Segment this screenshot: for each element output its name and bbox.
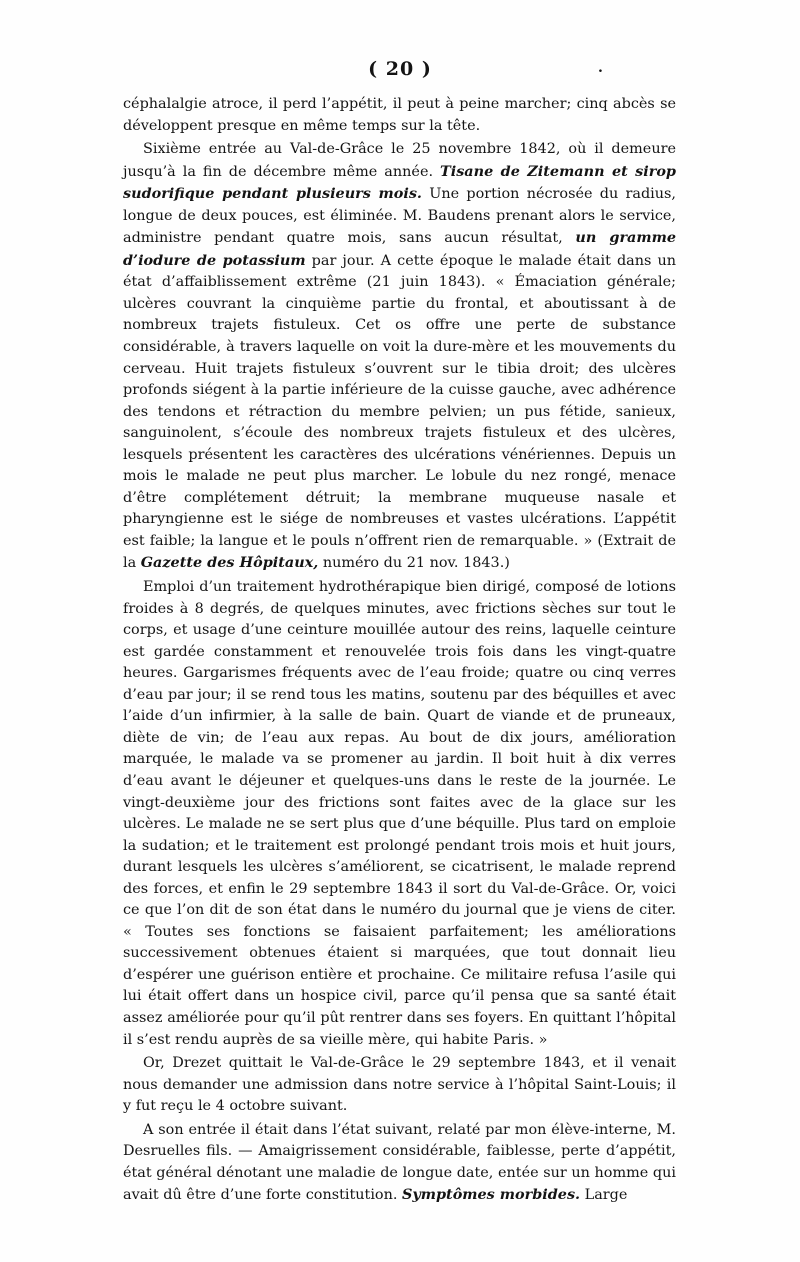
paragraph: [123, 1120, 676, 1207]
emphasis-text: Tisane de Zitemann et sirop sudorifique pendant plusieurs mois.: [123, 162, 676, 203]
page-number: ( 20 ): [368, 58, 432, 80]
paragraph: [123, 139, 676, 575]
text-run: Une portion nécrosée du radius, longue de deux pouces, est éliminée. M. Baudens prenant alors le service, administre pendant quatre mois, sans aucun résultat,: [123, 186, 676, 247]
emphasis-text: un gramme d’iodure de potassium: [123, 229, 676, 269]
text-run: Sixième entrée au Val-de-Grâce le 25 novembre 1842, où il demeure jusqu’à la fin de décembre même année.: [123, 141, 676, 180]
text-run: Emploi d’un traitement hydrothérapique bien dirigé, composé de lotions froides à 8 degrés, de quelques minutes, avec frictions sèches sur tout le corps, et usage d’une ceinture mouillée autour des reins, laquelle ceinture est gardée constamment et renouvelée trois fois dans les vingt-quatre heures. Gargarismes fréquents avec de l’eau froide; quatre ou cinq verres d’eau par jour; il se rend tous les matins, soutenu par des béquilles et avec l’aide d’un infirmier, à la salle de bain. Quart de viande et de pruneaux, diète de vin; de l’eau aux repas. Au bout de dix jours, amélioration marquée, le malade va se promener au jardin. Il boit huit à dix verres d’eau avant le déjeuner et quelques-uns dans le reste de la journée. Le vingt-deuxième jour des frictions sont faites avec de la glace sur les ulcères. Le malade ne se sert plus que d’une béquille. Plus tard on emploie la sudation; et le traitement est prolongé pendant trois mois et huit jours, durant lesquels les ulcères s’améliorent, se cicatrisent, le malade reprend des forces, et enfin le 29 septembre 1843 il sort du Val-de-Grâce. Or, voici ce que l’on dit de son état dans le numéro du journal que je viens de citer. « Toutes ses fonctions se faisaient parfaitement; les améliorations successivement obtenues étaient si marquées, que tout donnait lieu d’espérer une guérison entière et prochaine. Ce militaire refusa l’asile qui lui était offert dans un hospice civil, parce qu’il pensa que sa santé était assez améliorée pour qu’il pût rentrer dans ses foyers. En quittant l’hôpital il s’est rendu auprès de sa vieille mère, qui habite Paris. »: [123, 579, 676, 1048]
paragraph: [123, 577, 676, 1051]
text-run: A son entrée il était dans l’état suivant, relaté par mon élève-interne, M. Desruelles fils. — Amaigrissement considérable, faiblesse, perte d’appétit, état général dénotant une maladie de longue date, entée sur un homme qui avait dû être d’une forte constitution.: [123, 1121, 676, 1204]
paragraph: [123, 94, 676, 137]
emphasis-text: Symptômes morbides.: [402, 1186, 581, 1204]
print-mark: .: [598, 60, 603, 76]
text-run: numéro du 21 nov. 1843.): [318, 555, 510, 572]
text-run: Large: [580, 1187, 628, 1204]
text-run: céphalalgie atroce, il perd l’appétit, il peut à peine marcher; cinq abcès se développent presque en même temps sur la tête.: [123, 96, 676, 134]
text-run: par jour. A cette époque le malade était dans un état d’affaiblissement extrême (21 juin 1843). « Émaciation générale; ulcères couvrant la cinquième partie du frontal, et aboutissant à de nombreux trajets fistuleux. Cet os offre une perte de substance considérable, à travers laquelle on voit la dure-mère et les mouvements du cerveau. Huit trajets fistuleux s’ouvrent sur le tibia droit; des ulcères profonds siégent à la partie inférieure de la cuisse gauche, avec adhérence des tendons et rétraction du membre pelvien; un pus fétide, sanieux, sanguinolent, s’écoule des nombreux trajets fistuleux et des ulcères, lesquels présentent les caractères des ulcérations vénériennes. Depuis un mois le malade ne peut plus marcher. Le lobule du nez rongé, menace d’être complétement détruit; la membrane muqueuse nasale et pharyngienne est le siége de nombreuses et vastes ulcérations. L’appétit est faible; la langue et le pouls n’offrent rien de remarquable. » (Extrait de la: [123, 252, 676, 572]
text-run: Or, Drezet quittait le Val-de-Grâce le 29 septembre 1843, et il venait nous demander une admission dans notre service à l’hôpital Saint-Louis; il y fut reçu le 4 octobre suivant.: [123, 1055, 676, 1115]
paragraph: [123, 1053, 676, 1118]
body-text: [123, 94, 676, 1207]
emphasis-text: Gazette des Hôpitaux,: [140, 554, 319, 572]
